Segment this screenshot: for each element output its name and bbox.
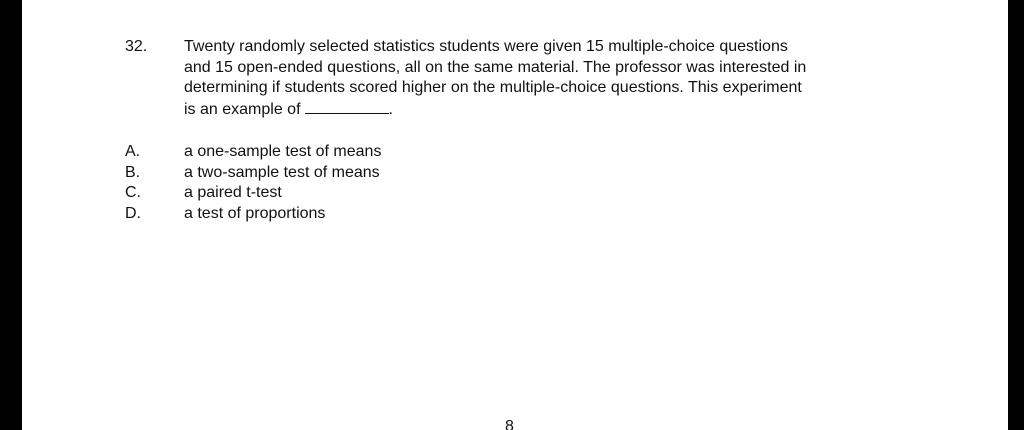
page-number: 8	[505, 418, 514, 430]
question-line-4-text: is an example of	[184, 100, 301, 118]
choice-c	[125, 183, 725, 204]
question-line-1: Twenty randomly selected statistics students were given 15 multiple-choice questions	[184, 38, 788, 55]
choice-a	[125, 142, 725, 163]
choice-text: a test of proportions	[184, 204, 326, 222]
question-document	[22, 0, 1008, 430]
answer-blank	[305, 99, 389, 114]
choice-letter: A.	[125, 143, 141, 160]
choice-d	[125, 204, 725, 225]
question-line-2: and 15 open-ended questions, all on the same material. The professor was interested in	[184, 58, 807, 76]
answer-choices	[125, 142, 725, 224]
question-stem	[184, 37, 904, 120]
question-line-4	[184, 99, 904, 121]
choice-letter: C.	[125, 184, 141, 201]
choice-text: a two-sample test of means	[184, 163, 380, 181]
choice-letter: B.	[125, 163, 141, 181]
choice-text: a one-sample test of means	[184, 143, 382, 160]
question-number: 32.	[125, 38, 148, 55]
document-page	[22, 0, 1008, 430]
choice-letter: D.	[125, 204, 141, 222]
choice-text: a paired t-test	[184, 184, 282, 201]
choice-b	[125, 163, 725, 184]
question-line-3: determining if students scored higher on the multiple-choice questions. This experiment	[184, 79, 802, 96]
blank-period: .	[388, 100, 393, 118]
